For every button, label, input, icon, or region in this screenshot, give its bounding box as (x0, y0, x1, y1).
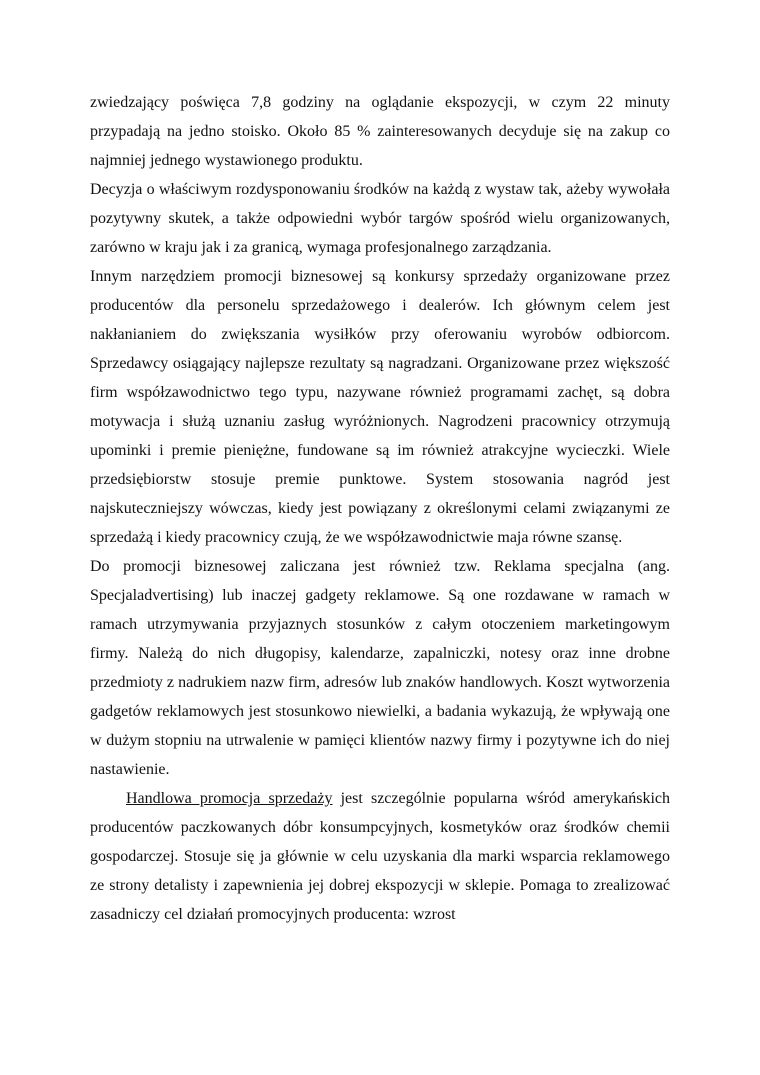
trade-promotion-text: jest szczególnie popularna wśród amerykańskich producentów paczkowanych dóbr konsumpcyjnych, kosmetyków oraz środków chemii gospodarczej. Stosuje się ja głównie w celu uzyskania dla marki wsparcia reklamowego ze strony detalisty i zapewnienia jej dobrej ekspozycji w sklepie. Pomaga to zrealizować zasadniczy cel działań promocyjnych producenta: wzrost (90, 790, 671, 923)
paragraph-specialty-advertising: Do promocji biznesowej zaliczana jest również tzw. Reklama specjalna (ang. Specjaladvertising) lub inaczej gadgety reklamowe. Są one rozdawane w ramach w ramach utrzymywania przyjaznych stosunków z całym otoczeniem marketingowym firmy. Należą do nich długopisy, kalendarze, zapalniczki, notesy oraz inne drobne przedmioty z nadrukiem nazw firm, adresów lub znaków handlowych. Koszt wytworzenia gadgetów reklamowych jest stosunkowo niewielki, a badania wykazują, że wpływają one w dużym stopniu na utrwalenie w pamięci klientów nazwy firmy i pozytywne ich do niej nastawienie. (90, 558, 670, 778)
trade-promotion-term: Handlowa promocja sprzedaży (126, 790, 333, 807)
paragraph-exhibition-stats: zwiedzający poświęca 7,8 godziny na oglądanie ekspozycji, w czym 22 minuty przypadają na jedno stoisko. Około 85 % zainteresowanych decyduje się na zakup co najmniej jednego wystawionego produktu. (90, 94, 670, 169)
paragraph-trade-promotion (90, 784, 670, 929)
body-text (90, 88, 670, 929)
paragraph-sales-contests: Innym narzędziem promocji biznesowej są konkursy sprzedaży organizowane przez producentów dla personelu sprzedażowego i dealerów. Ich głównym celem jest nakłanianiem do zwiększania wysiłków przy oferowaniu wyrobów odbiorcom. Sprzedawcy osiągający najlepsze rezultaty są nagradzani. Organizowane przez większość firm współzawodnictwo tego typu, nazywane również programami zachęt, są dobra motywacja i służą uznaniu zasług wyróżnionych. Nagrodzeni pracownicy otrzymują upominki i premie pieniężne, fundowane są im również atrakcyjne wycieczki. Wiele przedsiębiorstw stosuje premie punktowe. System stosowania nagród jest najskuteczniejszy wówczas, kiedy jest powiązany z określonymi celami związanymi ze sprzedażą i kiedy pracownicy czują, że we współzawodnictwie maja równe szansę. (90, 268, 670, 546)
paragraph-trade-fair-management: Decyzja o właściwym rozdysponowaniu środków na każdą z wystaw tak, ażeby wywołała pozytywny skutek, a także odpowiedni wybór targów spośród wielu organizowanych, zarówno w kraju jak i za granicą, wymaga profesjonalnego zarządzania. (90, 181, 670, 256)
